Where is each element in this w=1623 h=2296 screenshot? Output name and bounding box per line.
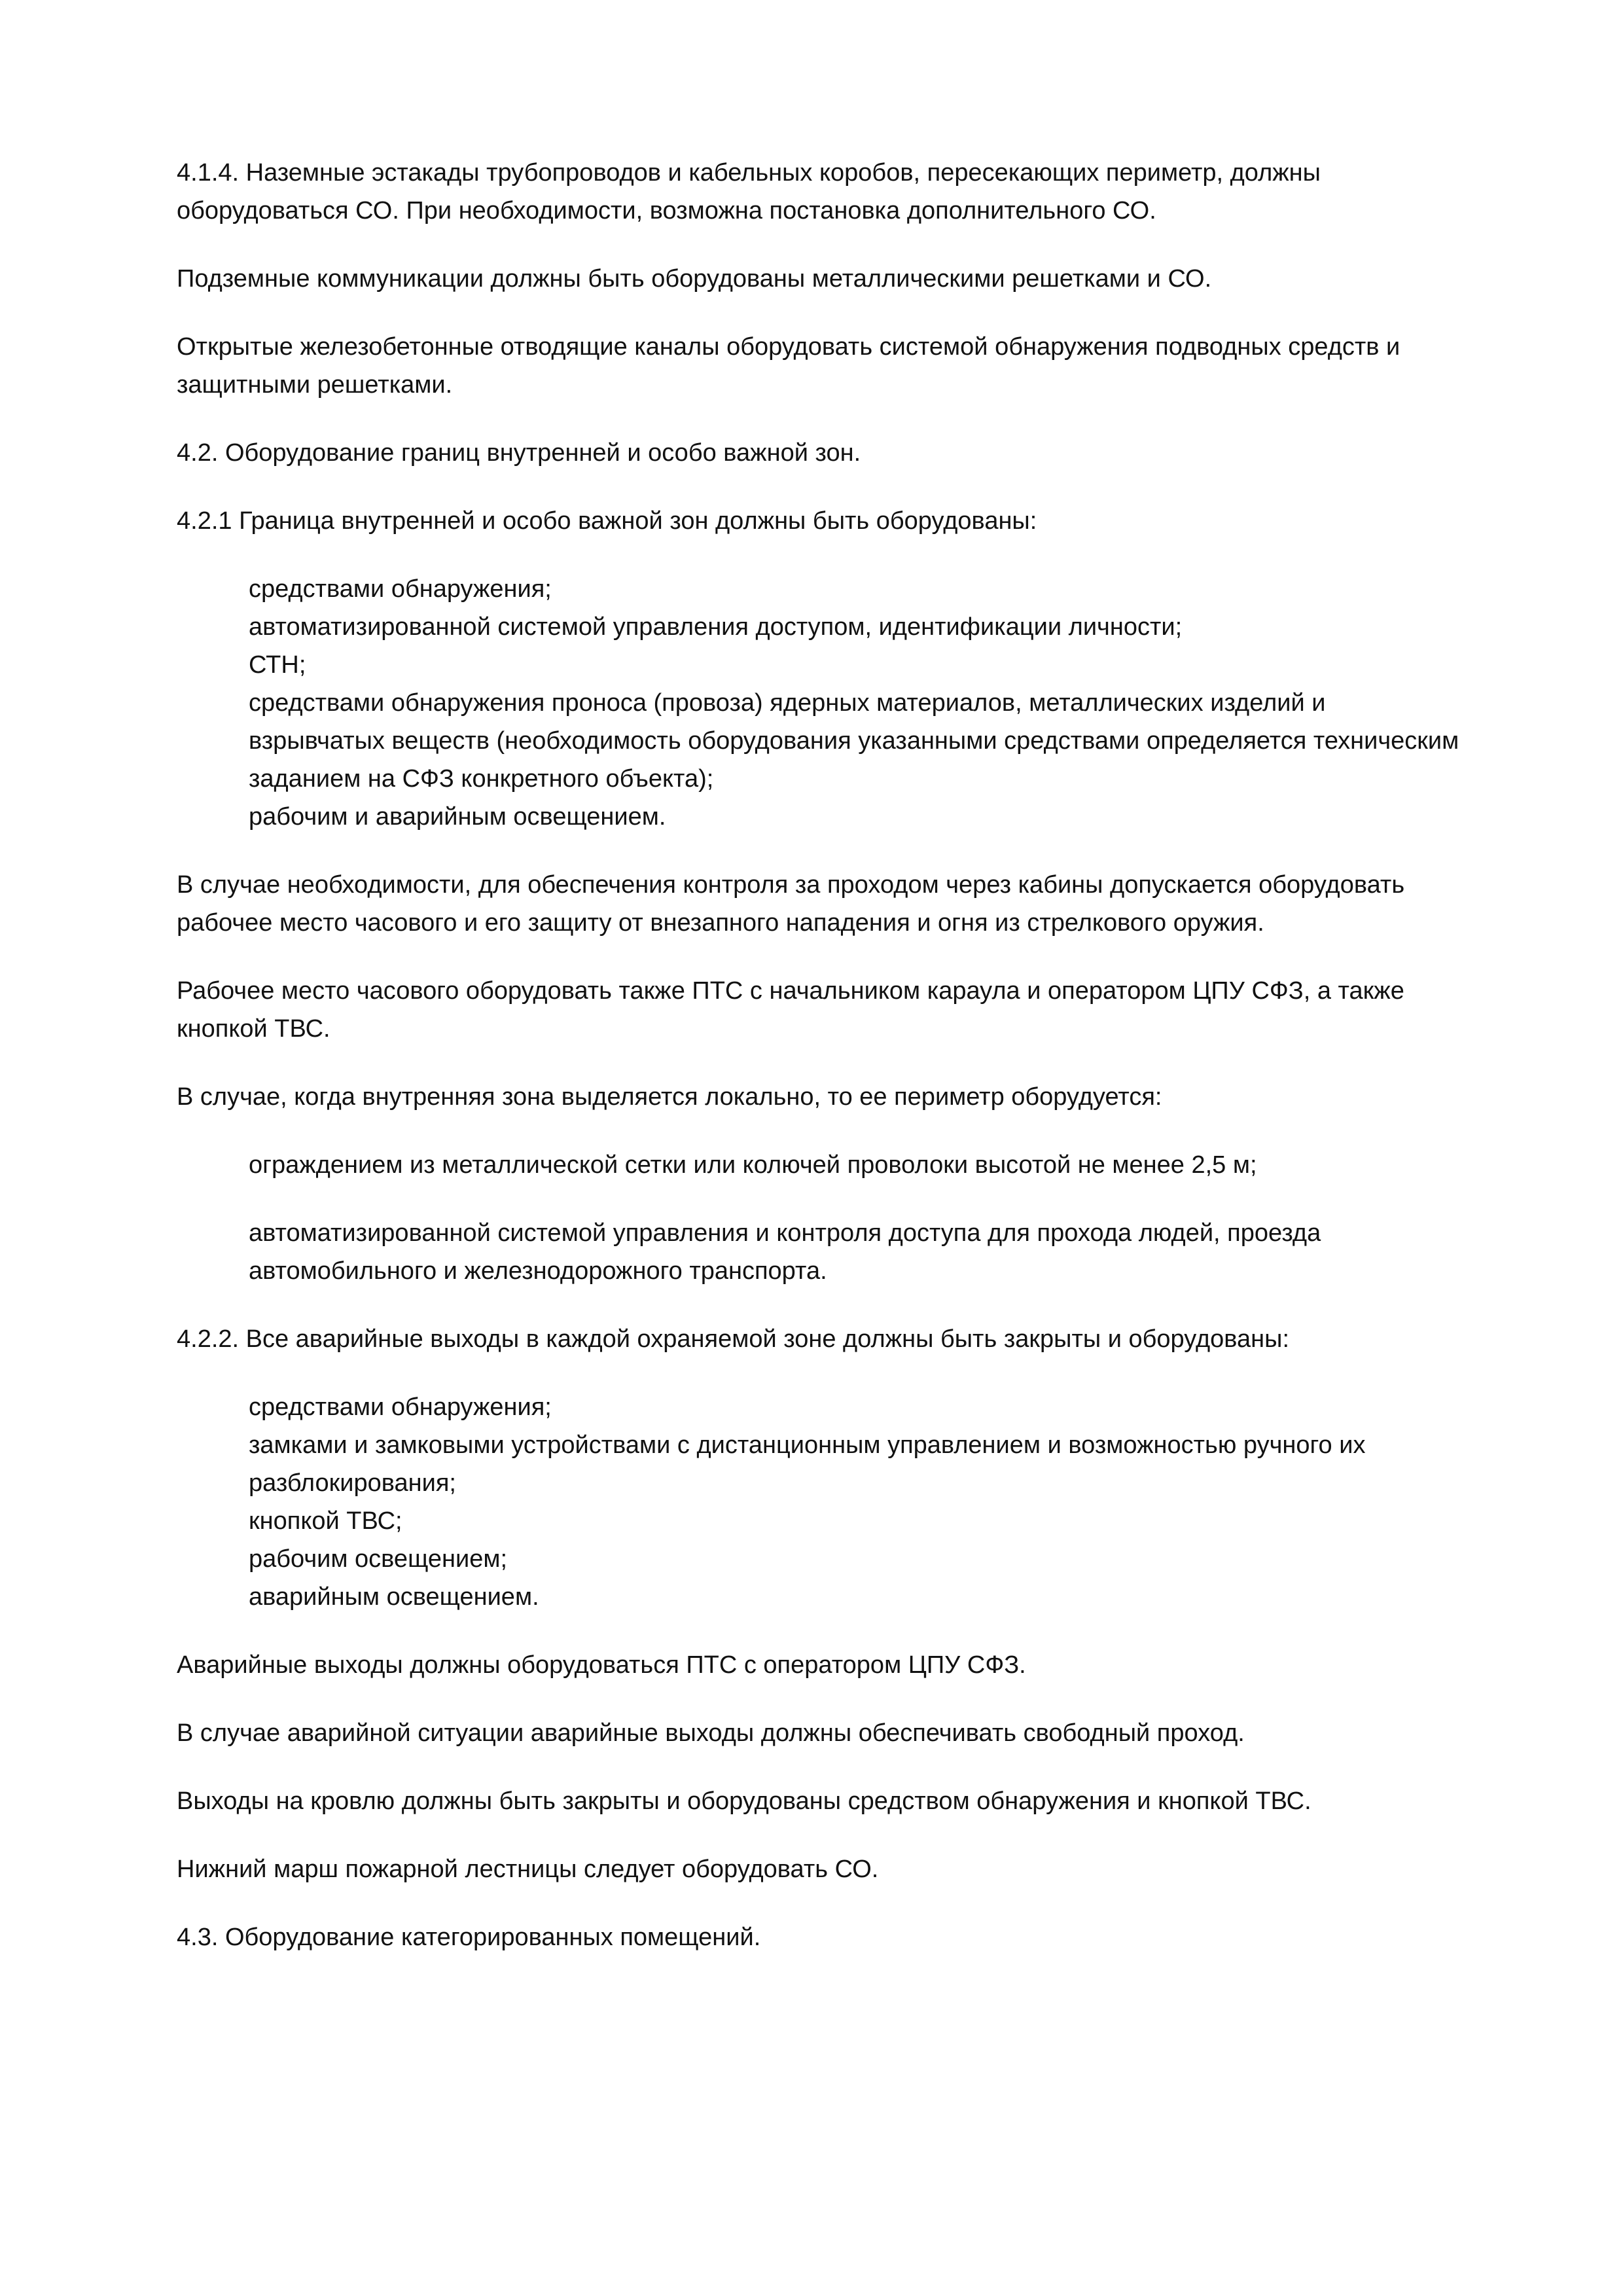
list-4-2-1 — [177, 570, 1459, 836]
paragraph-fire-ladder: Нижний марш пожарной лестницы следует оборудовать СО. — [177, 1856, 879, 1883]
paragraph-emergency-passage: В случае аварийной ситуации аварийные выходы должны обеспечивать свободный проход. — [177, 1719, 1245, 1747]
list-item: средствами обнаружения проноса (провоза) ядерных материалов, металлических изделий и взрывчатых веществ (необходимость оборудования указанными средствами определяется техническим заданием на СФЗ конкретного объекта); — [249, 689, 1459, 793]
paragraph-4-1-4: 4.1.4. Наземные эстакады трубопроводов и кабельных коробов, пересекающих периметр, должны оборудоваться СО. При необходимости, возможна постановка дополнительного СО. — [177, 159, 1321, 224]
perimeter-item-access-control: автоматизированной системой управления и контроля доступа для прохода людей, проезда автомобильного и железнодорожного транспорта. — [249, 1219, 1321, 1285]
list-item: СТН; — [249, 651, 306, 679]
perimeter-item-fence: ограждением из металлической сетки или колючей проволоки высотой не менее 2,5 м; — [249, 1151, 1257, 1179]
section-heading-4-3: 4.3. Оборудование категорированных помещений. — [177, 1924, 761, 1951]
list-4-2-2 — [177, 1388, 1459, 1616]
list-item: автоматизированной системой управления доступом, идентификации личности; — [249, 613, 1183, 641]
paragraph-workplace: Рабочее место часового оборудовать также ПТС с начальником караула и оператором ЦПУ СФЗ, а также кнопкой ТВС. — [177, 977, 1404, 1043]
paragraph-4-2-1: 4.2.1 Граница внутренней и особо важной зон должны быть оборудованы: — [177, 507, 1037, 535]
list-item: средствами обнаружения; — [249, 575, 552, 603]
list-item: рабочим освещением; — [249, 1545, 508, 1573]
paragraph-local-zone: В случае, когда внутренняя зона выделяется локально, то ее периметр оборудуется: — [177, 1083, 1162, 1111]
paragraph-roof-exits: Выходы на кровлю должны быть закрыты и оборудованы средством обнаружения и кнопкой ТВС. — [177, 1787, 1311, 1815]
section-heading-4-2: 4.2. Оборудование границ внутренней и особо важной зон. — [177, 439, 861, 467]
list-item: аварийным освещением. — [249, 1583, 539, 1611]
paragraph-if-needed: В случае необходимости, для обеспечения контроля за проходом через кабины допускается оборудовать рабочее место часового и его защиту от внезапного нападения и огня из стрелкового оружия. — [177, 871, 1405, 937]
list-item: замками и замковыми устройствами с дистанционным управлением и возможностью ручного их разблокирования; — [249, 1431, 1366, 1497]
list-item: средствами обнаружения; — [249, 1393, 552, 1421]
list-item: кнопкой ТВС; — [249, 1507, 402, 1535]
paragraph-4-2-2: 4.2.2. Все аварийные выходы в каждой охраняемой зоне должны быть закрыты и оборудованы: — [177, 1325, 1290, 1353]
document-body — [177, 154, 1459, 1986]
paragraph-emergency-pts: Аварийные выходы должны оборудоваться ПТС с оператором ЦПУ СФЗ. — [177, 1651, 1026, 1679]
list-item: рабочим и аварийным освещением. — [249, 803, 666, 831]
paragraph-underground-communications: Подземные коммуникации должны быть оборудованы металлическими решетками и СО. — [177, 265, 1212, 293]
paragraph-open-channels: Открытые железобетонные отводящие каналы оборудовать системой обнаружения подводных средств и защитными решетками. — [177, 333, 1400, 399]
